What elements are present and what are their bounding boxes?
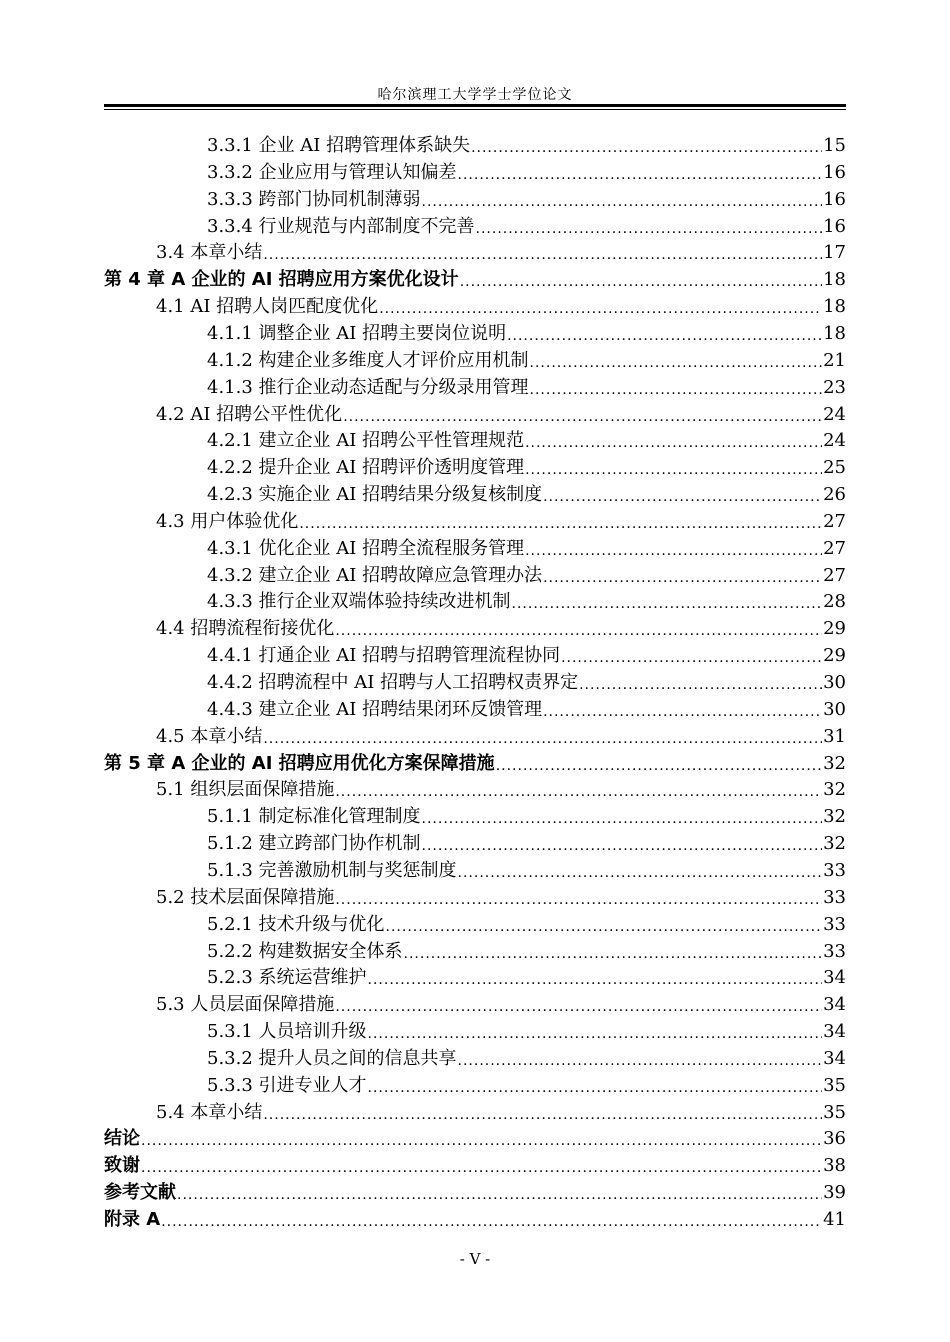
toc-entry[interactable]	[207, 211, 846, 238]
toc-dot-leader	[368, 971, 823, 989]
toc-entry-page: 32	[823, 779, 846, 801]
toc-entry-page: 29	[823, 645, 846, 667]
toc-dot-leader	[343, 408, 822, 426]
toc-entry[interactable]	[156, 774, 846, 801]
toc-entry[interactable]	[207, 936, 846, 963]
toc-entry[interactable]	[156, 613, 846, 640]
toc-entry-page: 34	[823, 967, 846, 989]
toc-dot-leader	[422, 837, 823, 855]
toc-entry-page: 34	[823, 994, 846, 1016]
toc-dot-leader	[335, 622, 822, 640]
toc-entry[interactable]	[207, 1070, 846, 1097]
toc-entry-label: 结论	[104, 1128, 140, 1150]
toc-entry-label: 4.1.2 构建企业多维度人才评价应用机制	[207, 349, 529, 371]
toc-entry[interactable]	[207, 372, 846, 399]
toc-entry-page: 16	[823, 215, 846, 237]
toc-entry[interactable]	[156, 882, 846, 909]
toc-dot-leader	[458, 166, 823, 184]
toc-entry[interactable]	[156, 399, 846, 426]
toc-entry-label: 5.1.1 制定标准化管理制度	[207, 806, 421, 828]
toc-dot-leader	[368, 1079, 823, 1097]
toc-entry-page: 32	[823, 833, 846, 855]
toc-entry-page: 18	[823, 322, 846, 344]
toc-entry-page: 27	[823, 564, 846, 586]
toc-entry-page: 35	[823, 1101, 846, 1123]
toc-entry-page: 36	[823, 1128, 846, 1150]
toc-entry-page: 33	[823, 886, 846, 908]
toc-entry-page: 16	[823, 161, 846, 183]
toc-entry-label: 5.1 组织层面保障措施	[156, 779, 335, 801]
toc-dot-leader	[299, 515, 822, 533]
toc-dot-leader	[458, 864, 823, 882]
toc-entry-label: 4.3.2 建立企业 AI 招聘故障应急管理办法	[207, 564, 543, 586]
toc-dot-leader	[460, 273, 822, 291]
toc-entry-page: 33	[823, 940, 846, 962]
toc-entry[interactable]	[207, 1016, 846, 1043]
toc-entry-label: 第 4 章 A 企业的 AI 招聘应用方案优化设计	[104, 269, 459, 291]
toc-entry-label: 4.1.1 调整企业 AI 招聘主要岗位说明	[207, 322, 507, 344]
toc-entry-page: 18	[823, 296, 846, 318]
toc-entry-label: 3.3.2 企业应用与管理认知偏差	[207, 161, 457, 183]
toc-entry-label: 5.3.1 人员培训升级	[207, 1021, 367, 1043]
toc-dot-leader	[335, 891, 822, 909]
toc-entry[interactable]	[104, 1123, 846, 1150]
toc-entry[interactable]	[207, 694, 846, 721]
toc-entry-label: 致谢	[104, 1155, 140, 1177]
toc-entry-label: 5.3.2 提升人员之间的信息共享	[207, 1047, 457, 1069]
toc-dot-leader	[386, 918, 823, 936]
toc-entry-page: 25	[823, 457, 846, 479]
toc-dot-leader	[177, 1186, 822, 1204]
toc-dot-leader	[507, 327, 822, 345]
toc-dot-leader	[525, 461, 822, 479]
toc-entry-label: 4.5 本章小结	[156, 725, 263, 747]
toc-entry-label: 4.2.2 提升企业 AI 招聘评价透明度管理	[207, 457, 525, 479]
toc-dot-leader	[141, 1132, 822, 1150]
toc-entry[interactable]	[207, 425, 846, 452]
toc-dot-leader	[379, 300, 822, 318]
toc-entry[interactable]	[156, 721, 846, 748]
toc-entry-page: 32	[823, 752, 846, 774]
toc-dot-leader	[476, 220, 823, 238]
toc-dot-leader	[404, 945, 823, 963]
toc-entry-label: 4.3.3 推行企业双端体验持续改进机制	[207, 591, 511, 613]
toc-entry-page: 34	[823, 1047, 846, 1069]
header-rule-thin	[104, 109, 846, 110]
toc-entry-label: 3.3.1 企业 AI 招聘管理体系缺失	[207, 135, 471, 156]
toc-entry-page: 35	[823, 1074, 846, 1096]
toc-entry[interactable]	[104, 1177, 846, 1204]
toc-entry-page: 24	[823, 430, 846, 452]
toc-entry-page: 34	[823, 1021, 846, 1043]
toc-entry-label: 5.1.3 完善激励机制与奖惩制度	[207, 859, 457, 881]
toc-entry[interactable]	[207, 640, 846, 667]
toc-entry-label: 5.1.2 建立跨部门协作机制	[207, 833, 421, 855]
toc-entry-label: 5.2.3 系统运营维护	[207, 967, 367, 989]
toc-entry-label: 第 5 章 A 企业的 AI 招聘应用优化方案保障措施	[104, 752, 495, 774]
toc-entry-page: 23	[823, 376, 846, 398]
toc-entry-page: 15	[823, 135, 846, 156]
toc-entry-page: 32	[823, 806, 846, 828]
toc-entry-label: 4.4.1 打通企业 AI 招聘与招聘管理流程协同	[207, 645, 561, 667]
toc-dot-leader	[543, 703, 822, 721]
toc-dot-leader	[496, 757, 822, 775]
toc-entry-label: 4.4.3 建立企业 AI 招聘结果闭环反馈管理	[207, 698, 543, 720]
toc-entry[interactable]	[207, 318, 846, 345]
toc-entry[interactable]	[207, 1043, 846, 1070]
toc-entry-label: 3.4 本章小结	[156, 242, 263, 264]
header-rule-thick	[104, 104, 846, 107]
toc-dot-leader	[543, 488, 822, 506]
toc-entry-page: 30	[823, 672, 846, 693]
toc-entry-page: 17	[823, 242, 846, 264]
toc-dot-leader	[579, 676, 822, 694]
toc-entry-label: 4.2.1 建立企业 AI 招聘公平性管理规范	[207, 430, 525, 452]
toc-entry[interactable]	[156, 1097, 846, 1124]
toc-entry-page: 30	[823, 698, 846, 720]
toc-entry-page: 26	[823, 484, 846, 506]
toc-dot-leader	[335, 783, 822, 801]
toc-entry[interactable]	[207, 855, 846, 882]
toc-entry-page: 33	[823, 859, 846, 881]
toc-entry-label: 5.2.1 技术升级与优化	[207, 913, 385, 935]
toc-entry-label: 4.2.3 实施企业 AI 招聘结果分级复核制度	[207, 484, 543, 506]
toc-entry[interactable]	[207, 533, 846, 560]
toc-entry-label: 5.2.2 构建数据安全体系	[207, 940, 403, 962]
toc-entry[interactable]	[207, 345, 846, 372]
toc-entry-label: 5.3 人员层面保障措施	[156, 994, 335, 1016]
toc-entry-label: 附录 A	[104, 1209, 161, 1230]
toc-entry[interactable]	[207, 479, 846, 506]
toc-entry-label: 4.4.2 招聘流程中 AI 招聘与人工招聘权责界定	[207, 672, 579, 693]
toc-entry-label: 5.3.3 引进专业人才	[207, 1074, 367, 1096]
toc-entry-label: 3.3.3 跨部门协同机制薄弱	[207, 188, 421, 210]
toc-entry-label: 5.2 技术层面保障措施	[156, 886, 335, 908]
toc-entry[interactable]	[156, 989, 846, 1016]
toc-entry-label: 参考文献	[104, 1182, 176, 1204]
toc-dot-leader	[422, 810, 823, 828]
toc-entry-page: 33	[823, 913, 846, 935]
toc-entry-page: 16	[823, 188, 846, 210]
toc-entry[interactable]	[104, 748, 846, 775]
toc-entry[interactable]	[207, 560, 846, 587]
toc-entry-label: 4.4 招聘流程衔接优化	[156, 618, 335, 640]
toc-entry[interactable]	[207, 667, 846, 694]
toc-dot-leader	[161, 1213, 822, 1231]
toc-entry[interactable]	[207, 184, 846, 211]
toc-entry-label: 4.3.1 优化企业 AI 招聘全流程服务管理	[207, 537, 525, 559]
toc-dot-leader	[263, 1106, 822, 1124]
toc-entry-label: 3.3.4 行业规范与内部制度不完善	[207, 215, 475, 237]
toc-entry-page: 38	[823, 1155, 846, 1177]
toc-dot-leader	[512, 595, 823, 613]
toc-entry[interactable]	[207, 801, 846, 828]
footer-page-number: - V -	[459, 1250, 491, 1268]
toc-entry[interactable]	[156, 291, 846, 318]
page-header-title: 哈尔滨理工大学学士学位论文	[377, 87, 573, 103]
toc-entry-page: 29	[823, 618, 846, 640]
toc-dot-leader	[141, 1159, 822, 1177]
toc-dot-leader	[561, 649, 822, 667]
toc-dot-leader	[543, 569, 822, 587]
toc-entry[interactable]	[104, 1150, 846, 1177]
toc-dot-leader	[368, 1025, 823, 1043]
toc-entry-page: 31	[823, 725, 846, 747]
toc-entry[interactable]	[104, 264, 846, 291]
toc-entry-page: 27	[823, 537, 846, 559]
toc-dot-leader	[263, 246, 822, 264]
toc-entry[interactable]	[156, 237, 846, 264]
toc-dot-leader	[530, 354, 823, 372]
toc-dot-leader	[530, 381, 823, 399]
toc-dot-leader	[263, 730, 822, 748]
toc-dot-leader	[335, 998, 822, 1016]
toc-entry-label: 4.1 AI 招聘人岗匹配度优化	[156, 296, 379, 318]
toc-dot-leader	[525, 542, 822, 560]
toc-dot-leader	[422, 193, 823, 211]
toc-entry[interactable]	[156, 506, 846, 533]
toc-entry-page: 21	[823, 349, 846, 371]
toc-entry-label: 4.3 用户体验优化	[156, 510, 299, 532]
toc-entry[interactable]	[207, 909, 846, 936]
toc-entry-page: 24	[823, 403, 846, 425]
toc-entry[interactable]	[207, 962, 846, 989]
toc-entry-label: 5.4 本章小结	[156, 1101, 263, 1123]
toc-entry[interactable]	[207, 130, 846, 157]
toc-dot-leader	[471, 139, 822, 157]
toc-entry[interactable]	[207, 828, 846, 855]
toc-entry[interactable]	[104, 1204, 846, 1231]
toc-entry-label: 4.1.3 推行企业动态适配与分级录用管理	[207, 376, 529, 398]
toc-entry-page: 27	[823, 510, 846, 532]
toc-dot-leader	[525, 434, 822, 452]
toc-entry-page: 18	[823, 269, 846, 291]
toc-dot-leader	[458, 1052, 823, 1070]
toc-entry-page: 39	[823, 1182, 846, 1204]
toc-entry[interactable]	[207, 157, 846, 184]
toc-entry-label: 4.2 AI 招聘公平性优化	[156, 403, 343, 425]
toc-entry[interactable]	[207, 586, 846, 613]
toc-entry[interactable]	[207, 452, 846, 479]
toc-entry-page: 41	[823, 1209, 846, 1230]
toc-entry-page: 28	[823, 591, 846, 613]
